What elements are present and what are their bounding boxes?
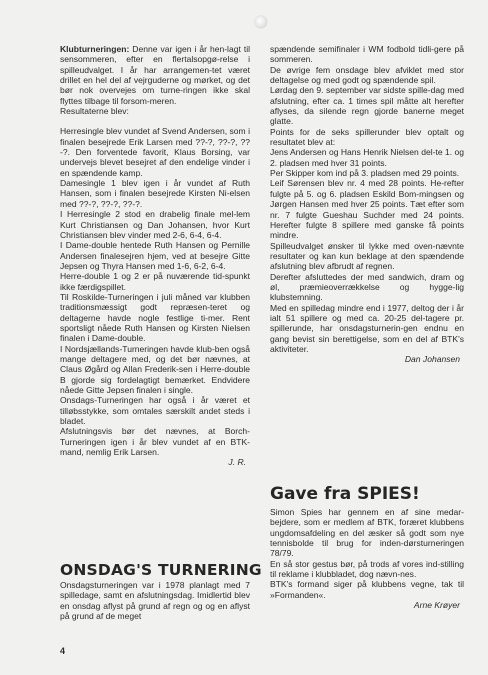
- result-paragraph: I Dame-double hentede Ruth Hansen og Pernille Andersen finalesejren hjem, ved at besejre Gitte Jepsen og Thyra Hansen med 1-6, 6-2, 6-4.: [60, 240, 250, 271]
- signature-dan-johansen: Dan Johansen: [404, 354, 460, 365]
- onsdag-paragraph: Lørdag den 9. september var sidste spille-dag med afslutning, efter ca. 1 times spil måtte alt herefter aflyses, da silende regn gjorde banerne meget glatte.: [270, 85, 464, 127]
- klubturneringen-lead: Klubturneringen:: [60, 44, 130, 54]
- result-paragraph: Herre-double 1 og 2 er på nuværende tid-spunkt ikke færdigspillet.: [60, 271, 250, 292]
- result-paragraph: Onsdags-Turneringen har også i år været et tilløbsstykke, som omtales særskilt andet steds i bladet.: [60, 395, 250, 427]
- spies-article: [270, 507, 464, 610]
- left-column: [60, 44, 250, 468]
- spacer: [60, 116, 250, 126]
- klubturneringen-text: Denne var igen i år hen-lagt til sensommeren, efter en flertalsopgø-relse i spilleudvalget. I år har arrangemen-tet været drillet en hel del af vejrguderne og mørket, og det bør nok overvejes om turne-ringen ikke skal flyttes tilbage til forsom-meren.: [60, 44, 250, 106]
- result-paragraph: Herresingle blev vundet af Svend Andersen, som i finalen besejrede Erik Larsen med ??-?, ??-?, ??-?. Den forventede favorit, Klaus Borsing, var undervejs blevet besejret af den endelige vinder i en spændende kamp.: [60, 126, 250, 178]
- result-paragraph: Til Roskilde-Turneringen i juli måned var klubben traditionsmæssigt godt repræsen-teret og deltagerne havde nogle festlige ti-mer. Rent sportsligt nåede Ruth Hansen og Kirsten Nielsen finalen i Dame-double.: [60, 291, 250, 344]
- punch-hole: [255, 16, 267, 28]
- onsdag-paragraph: De øvrige fem onsdage blev afviklet med stor deltagelse og med godt og spændende spil.: [270, 64, 464, 86]
- spies-paragraph: En så stor gestus bør, på trods af vores ind-stilling til reklame i klubbladet, dog nævn-nes.: [270, 558, 464, 580]
- result-paragraph: I Herresingle 2 stod en drabelig finale mel-lem Kurt Christiansen og Dan Johansen, hvor Kurt Christiansen blev vinder med 2-6, 6-4, 6-4.: [60, 209, 250, 240]
- page-number: 4: [60, 646, 66, 656]
- onsdag-paragraph: Spilleudvalget ønsker til lykke med oven-nævnte resultater og kan kun beklage at den spændende afslutning blev afbrudt af regnen.: [270, 240, 464, 272]
- onsdag-paragraph: Points for de seks spillerunder blev optalt og resultatet blev at:: [270, 126, 464, 148]
- klubturneringen-paragraph: [60, 44, 250, 106]
- onsdag-heading: ONSDAG'S TURNERING: [60, 561, 262, 579]
- onsdag-paragraph: Derefter afsluttedes der med sandwich, dram og øl, præmieoverrækkelse og hygge-lig klubstemning.: [270, 271, 464, 303]
- result-paragraph: Afslutningsvis bør det nævnes, at Borch-Turneringen igen i år blev vundet af en BTK-mand, nemlig Erik Larsen.: [60, 426, 250, 458]
- right-column: [270, 44, 464, 365]
- onsdag-paragraph: Leif Sørensen blev nr. 4 med 28 points. He-refter fulgte på 5. og 6. pladsen Eskild Bom-mingsen og Jørgen Hansen med hver 25 points. Tæt efter som nr. 7 fulgte Gueshau Suchder med 24 points. Herefter fulgte 8 spillere med ganske få points mindre.: [270, 178, 464, 241]
- spies-heading: Gave fra SPIES!: [270, 484, 420, 504]
- spies-paragraph: BTK's formand siger på klubbens vegne, tak til »Formanden«.: [270, 579, 464, 600]
- signature-arne-kroyer: Arne Krøyer: [413, 600, 460, 611]
- results-intro: Resultaterne blev:: [60, 106, 129, 117]
- onsdag-paragraph: Jens Andersen og Hans Henrik Nielsen del-te 1. og 2. pladsen med hver 31 points.: [270, 147, 464, 168]
- onsdag-paragraph: Med en spilledag mindre end i 1977, deltog der i år ialt 51 spillere og med ca. 20-25 del-tagere pr. spillerunde, har onsdagsturnerin-gen endnu en gang bevist sin berettigelse, som en del af BTK's aktiviteter.: [270, 302, 464, 354]
- onsdag-continued: spændende semifinaler i WM fodbold tidli-gere på sommeren.: [270, 44, 464, 65]
- result-paragraph: Damesingle 1 blev igen i år vundet af Ruth Hansen, som i finalen besejrede Kirsten Ni-elsen med ??-?, ??-?, ??-?.: [60, 178, 250, 209]
- spies-paragraph: Simon Spies har gennem en af sine medar-bejdere, som er medlem af BTK, foræret klubbens ungdomsafdeling en del æsker så godt som nye tennisbolde til brug for inden-dørsturneringen 78/79.: [270, 507, 464, 559]
- result-paragraph: I Nordsjællands-Turneringen havde klub-ben også mange deltagere med, og det bør nævnes, at Claus Øgård og Allan Frederik-sen i Herre-double B gjorde sig fordelagtigt bemærket. Endvidere nåede Gitte Jepsen finalen i single.: [60, 343, 250, 395]
- signature-jr: J. R.: [228, 457, 246, 468]
- onsdag-paragraph: Per Skipper kom ind på 3. pladsen med 29 points.: [270, 168, 460, 179]
- onsdag-intro: [60, 580, 250, 621]
- onsdag-paragraph: Onsdagsturneringen var i 1978 planlagt med 7 spilledage, samt en afslutningsdag. Imidlertid blev en onsdag aflyst på grund af regn og og en aflyst på grund af de meget: [60, 580, 250, 622]
